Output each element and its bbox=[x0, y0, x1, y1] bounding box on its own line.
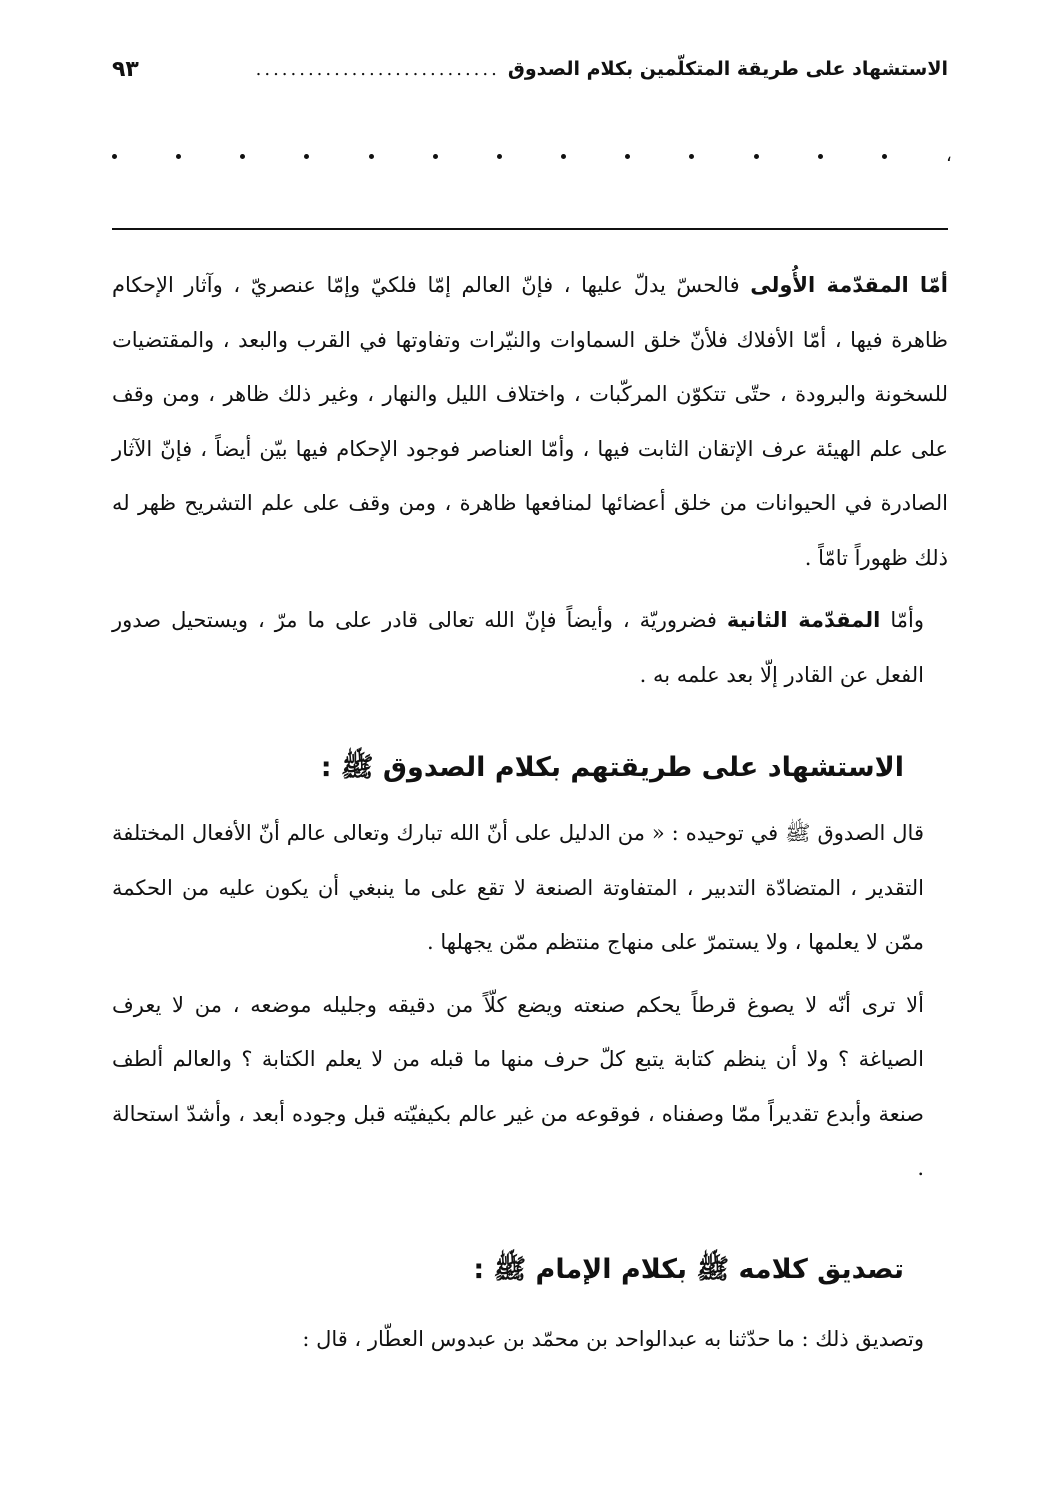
separator-dot bbox=[304, 154, 309, 159]
second-premise-paragraph bbox=[112, 593, 948, 702]
first-premise-term: أمّا المقدّمة الأُولى bbox=[750, 273, 948, 297]
second-premise-term: المقدّمة الثانية bbox=[726, 608, 881, 632]
first-premise-text: فالحسّ يدلّ عليها ، فإنّ العالم إمّا فلكيّ وإمّا عنصريّ ، وآثار الإحكام ظاهرة فيها ، أمّا الأفلاك فلأنّ خلق السماوات والنيّرات وتفاوتها في القرب والبعد ، والمقتضيات للسخونة والبرودة ، حتّى تتكوّن المركّبات ، واختلاف الليل والنهار ، وغير ذلك ظاهر ، ومن وقف على علم الهيئة عرف الإتقان الثابت فيها ، وأمّا العناصر فوجود الإحكام فيها بيّن أيضاً ، فإنّ الآثار الصادرة في الحيوانات من خلق أعضائها لمنافعها ظاهرة ، ومن وقف على علم التشريح ظهر له ذلك ظهوراً تامّاً . bbox=[112, 273, 948, 570]
dot-leader: ............................ bbox=[255, 58, 500, 80]
separator-dot bbox=[625, 154, 630, 159]
narration-paragraph: وتصديق ذلك : ما حدّثنا به عبدالواحد بن محمّد بن عبدوس العطّار ، قال : bbox=[302, 1326, 924, 1351]
second-premise-text: فضروريّة ، وأيضاً فإنّ الله تعالى قادر على ما مرّ ، ويستحيل صدور الفعل عن القادر إلّا بعد علمه به . bbox=[112, 608, 924, 687]
separator-dot bbox=[754, 154, 759, 159]
separator-dot bbox=[818, 154, 823, 159]
page-number: ٩٣ bbox=[112, 56, 139, 82]
separator-dot bbox=[112, 154, 117, 159]
running-header bbox=[112, 44, 948, 94]
separator-dot bbox=[497, 154, 502, 159]
separator-dot bbox=[882, 154, 887, 159]
first-premise-paragraph bbox=[112, 258, 948, 585]
horizontal-rule bbox=[112, 228, 948, 230]
section-heading-imam: تصديق كلامه ﷺ بكلام الإمام ﷺ : bbox=[473, 1253, 904, 1285]
dotted-separator bbox=[112, 144, 952, 168]
page-body bbox=[112, 258, 948, 1366]
separator-dot bbox=[176, 154, 181, 159]
saduq-example-paragraph: ألا ترى أنّه لا يصوغ قرطاً يحكم صنعته ويضع كلّاً من دقيقه وجليله موضعه ، من لا يعرف الصياغة ؟ ولا أن ينظم كتابة يتبع كلّ حرف منها ما قبله من لا يعلم الكتابة ؟ والعالم ألطف صنعة وأبدع تقديراً ممّا وصفناه ، فوقوعه من غير عالم بكيفيّته قبل وجوده أبعد ، وأشدّ استحالة . bbox=[112, 992, 924, 1180]
separator-dot bbox=[240, 154, 245, 159]
separator-dot bbox=[369, 154, 374, 159]
section-heading-saduq: الاستشهاد على طريقتهم بكلام الصدوق ﷺ : bbox=[320, 752, 904, 783]
separator-dot bbox=[689, 154, 694, 159]
second-premise-prefix: وأمّا bbox=[890, 608, 924, 632]
saduq-quote-paragraph: قال الصدوق ﷺ في توحيده : « من الدليل على أنّ الله تبارك وتعالى عالم أنّ الأفعال المختلفة التقدير ، المتضادّة التدبير ، المتفاوتة الصنعة لا تقع على ما ينبغي أن يكون عليه من الحكمة ممّن لا يعلمها ، ولا يستمرّ على منهاج منتظم ممّن يجهلها . bbox=[112, 821, 924, 954]
separator-comma: ، bbox=[946, 145, 952, 166]
running-title: الاستشهاد على طريقة المتكلّمين بكلام الصدوق bbox=[507, 58, 948, 80]
separator-dot bbox=[561, 154, 566, 159]
separator-dot bbox=[433, 154, 438, 159]
